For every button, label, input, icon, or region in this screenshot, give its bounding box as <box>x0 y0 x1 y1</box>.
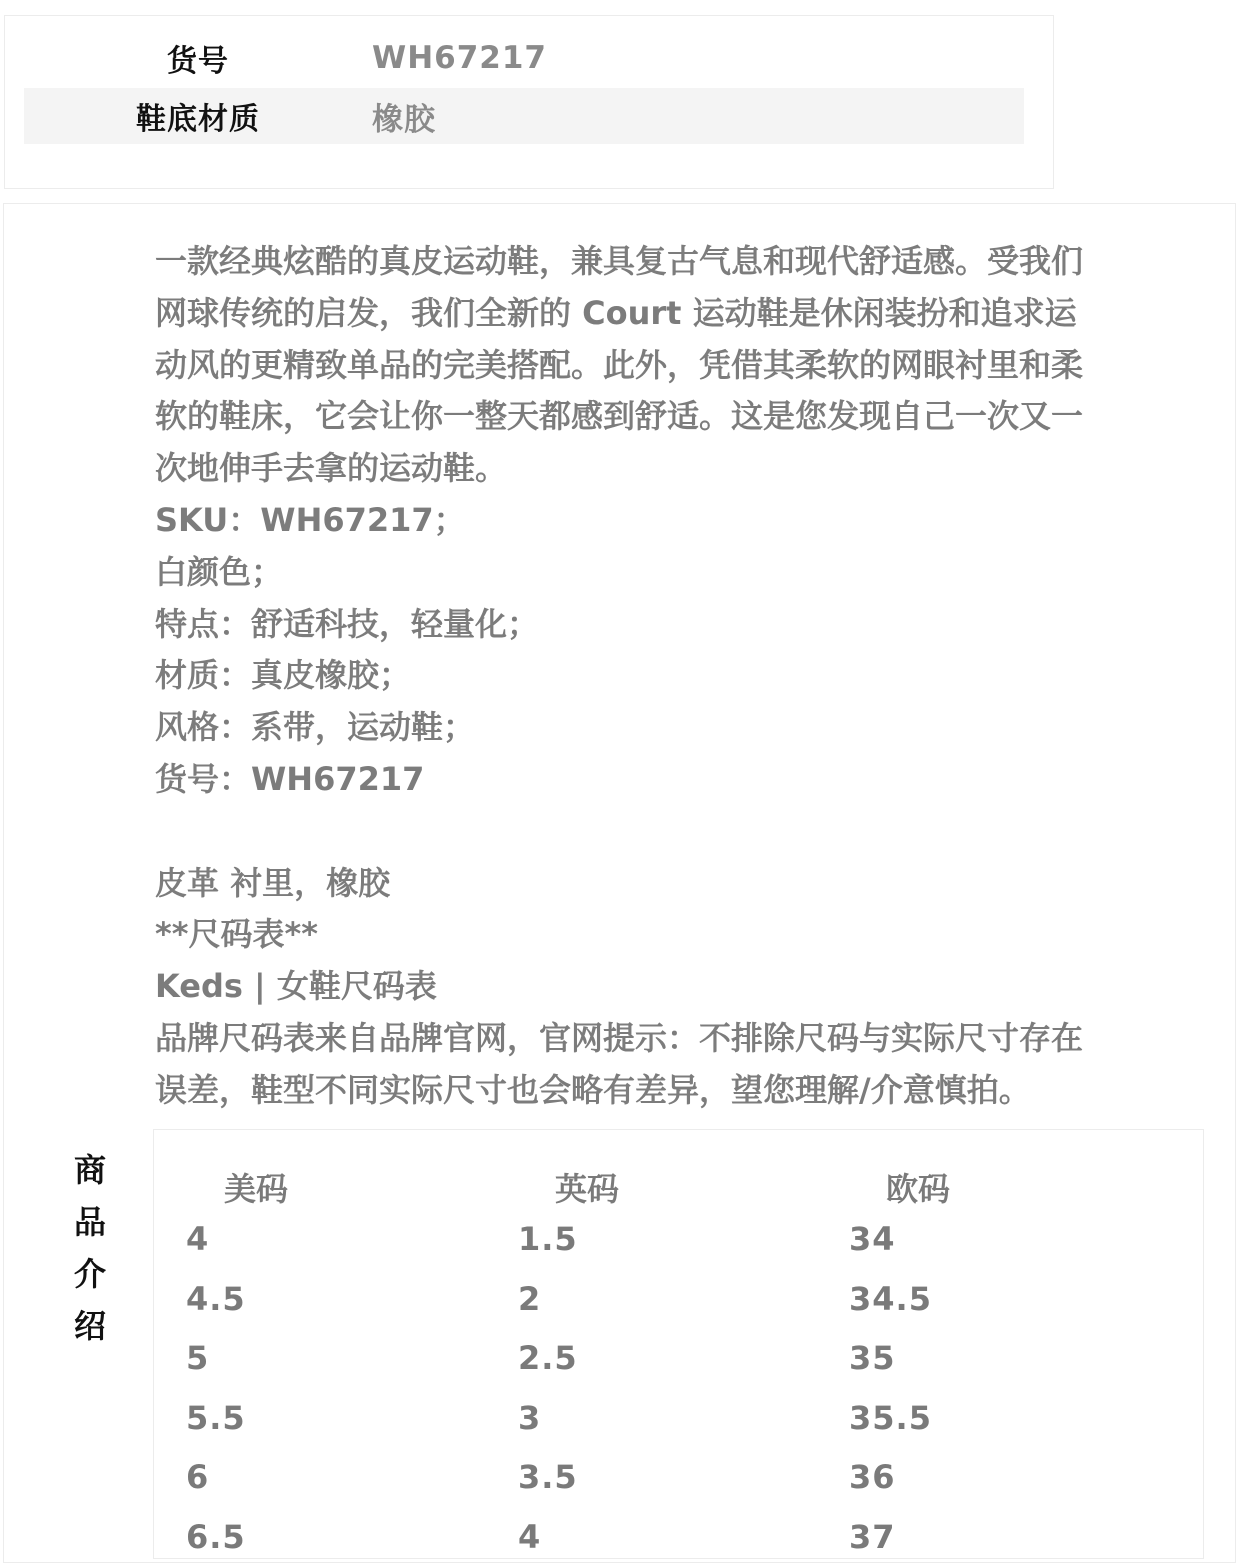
attribute-key: 鞋底材质 <box>136 102 260 137</box>
description-line: SKU：WH67217； <box>155 500 466 539</box>
uk-size-cell: 2.5 <box>518 1339 578 1378</box>
us-size-cell: 6 <box>186 1458 210 1497</box>
description-line: **尺码表** <box>155 915 318 954</box>
description-line: 材质：真皮橡胶； <box>155 656 412 695</box>
section-label-char: 绍 <box>73 1307 106 1345</box>
description-line: 一款经典炫酷的真皮运动鞋，兼具复古气息和现代舒适感。受我们 <box>155 242 1084 280</box>
attribute-row-item-number <box>24 30 1024 86</box>
eu-size-cell: 36 <box>849 1458 896 1497</box>
description-line: 白颜色； <box>155 552 284 591</box>
size-chart-table <box>153 1129 1204 1559</box>
header-us-size: 美码 <box>224 1170 289 1208</box>
uk-size-cell: 2 <box>518 1279 542 1318</box>
attribute-row-sole-material <box>24 88 1024 144</box>
description-blank-line <box>155 806 1205 858</box>
product-description <box>155 236 1205 1117</box>
eu-size-cell: 35.5 <box>849 1398 932 1437</box>
description-line: 网球传统的启发，我们全新的 Court 运动鞋是休闲装扮和追求运 <box>155 293 1077 332</box>
eu-size-cell: 37 <box>849 1518 896 1556</box>
description-line: 货号：WH67217 <box>155 759 425 798</box>
uk-size-cell: 1.5 <box>518 1220 578 1258</box>
attribute-value: WH67217 <box>372 40 547 76</box>
us-size-cell: 6.5 <box>186 1518 246 1556</box>
description-line: 次地伸手去拿的运动鞋。 <box>155 449 508 488</box>
section-label-char: 商 <box>73 1151 106 1189</box>
attribute-value: 橡胶 <box>372 101 436 138</box>
size-chart-row <box>154 1458 1203 1510</box>
uk-size-cell: 3.5 <box>518 1458 578 1497</box>
description-line: 品牌尺码表来自品牌官网，官网提示：不排除尺码与实际尺寸存在 <box>155 1018 1084 1057</box>
size-chart-row <box>154 1280 1203 1332</box>
section-label-char: 介 <box>73 1255 106 1293</box>
size-chart-row <box>154 1220 1203 1272</box>
uk-size-cell: 4 <box>518 1518 542 1556</box>
header-eu-size: 欧码 <box>886 1170 951 1208</box>
description-line: Keds | 女鞋尺码表 <box>155 967 437 1006</box>
description-line: 误差，鞋型不同实际尺寸也会略有差异，望您理解/介意慎拍。 <box>155 1070 1031 1109</box>
eu-size-cell: 34.5 <box>849 1279 932 1318</box>
us-size-cell: 5 <box>186 1339 210 1378</box>
us-size-cell: 4.5 <box>186 1279 246 1318</box>
description-line: 动风的更精致单品的完美搭配。此外，凭借其柔软的网眼衬里和柔 <box>155 345 1084 384</box>
description-line: 风格：系带，运动鞋； <box>155 708 476 747</box>
section-label-product-intro <box>70 1144 110 1352</box>
size-chart-header <box>154 1164 1203 1212</box>
description-line: 特点：舒适科技，轻量化； <box>155 604 540 643</box>
eu-size-cell: 34 <box>849 1220 896 1258</box>
uk-size-cell: 3 <box>518 1398 542 1437</box>
size-chart-row <box>154 1339 1203 1391</box>
size-chart-row <box>154 1518 1203 1559</box>
description-line: 软的鞋床，它会让你一整天都感到舒适。这是您发现自己一次又一 <box>155 397 1084 436</box>
size-chart-row <box>154 1399 1203 1451</box>
section-label-char: 品 <box>73 1203 106 1241</box>
header-uk-size: 英码 <box>555 1170 620 1208</box>
attribute-key: 货号 <box>167 44 229 79</box>
us-size-cell: 4 <box>186 1220 210 1258</box>
description-line: 皮革 衬里，橡胶 <box>155 863 391 902</box>
eu-size-cell: 35 <box>849 1339 896 1378</box>
us-size-cell: 5.5 <box>186 1398 246 1437</box>
